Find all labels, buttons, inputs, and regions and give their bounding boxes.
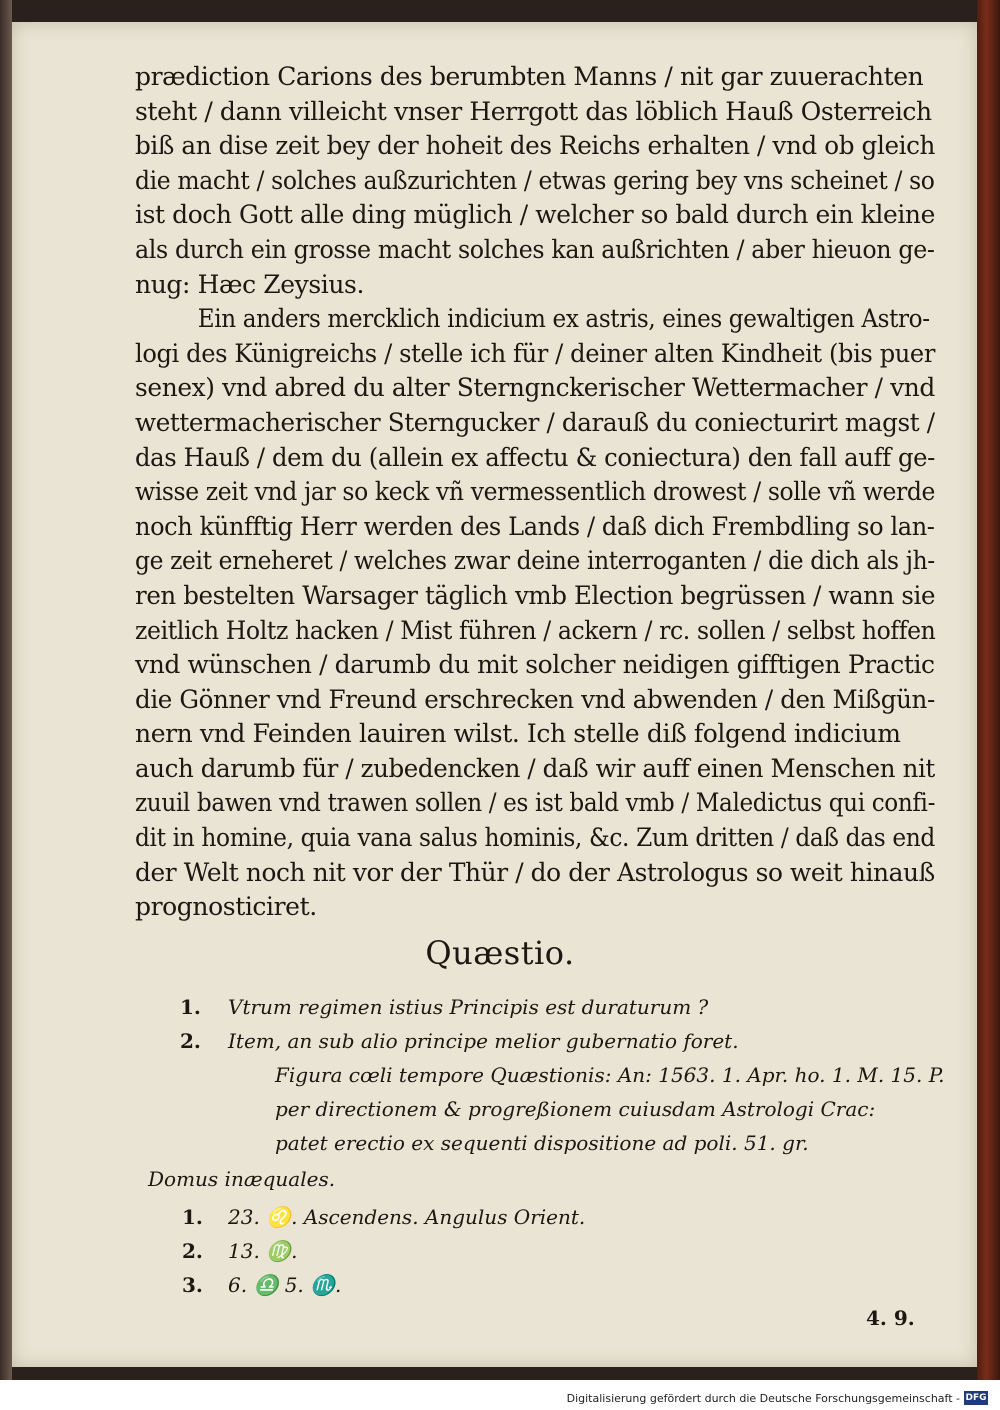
signature-mark: 4. 9. [866, 1306, 915, 1330]
text-line: noch künfftig Herr werden des Lands / daß dich Frembdling so lan- [135, 511, 935, 541]
domus-entry: 13. ♍. [228, 1239, 298, 1263]
text-line: die Gönner vnd Freund erschrecken vnd abwenden / den Mißgün- [135, 684, 935, 714]
text-line: nug: Hæc Zeysius. [135, 269, 365, 299]
text-line: die macht / solches außzurichten / etwas gering bey vns scheinet / so [135, 165, 935, 195]
domus-number: 2. [182, 1239, 203, 1263]
footer-credit: Digitalisierung gefördert durch die Deutsche Forschungsgemeinschaft - [566, 1392, 960, 1405]
text-line: das Hauß / dem du (allein ex affectu & coniectura) den fall auff ge- [135, 442, 935, 472]
text-line: Ein anders mercklich indicium ex astris, eines gewaltigen Astro- [197, 304, 930, 334]
domus-heading: Domus inæquales. [148, 1167, 336, 1191]
domus-number: 3. [182, 1273, 203, 1297]
text-line: senex) vnd abred du alter Sterngnckerischer Wettermacher / vnd [135, 373, 935, 403]
figura-line: per directionem & progreßionem cuiusdam Astrologi Crac: [275, 1097, 876, 1121]
question-number: 2. [180, 1029, 201, 1053]
text-line: dit in homine, quia vana salus hominis, &c. Zum dritten / daß das end [135, 823, 935, 853]
text-line: ren bestelten Warsager täglich vmb Election begrüssen / wann sie [135, 580, 936, 610]
domus-number: 1. [182, 1205, 203, 1229]
text-line: zeitlich Holtz hacken / Mist führen / ackern / rc. sollen / selbst hoffen [135, 615, 936, 645]
text-line: ge zeit erneheret / welches zwar deine interroganten / die dich als jh- [135, 546, 935, 576]
text-line: wettermacherischer Sterngucker / darauß du coniecturirt magst / [135, 407, 935, 437]
text-line: prædiction Carions des berumbten Manns / nit gar zuuerachten [135, 62, 924, 91]
question-number: 1. [180, 995, 201, 1019]
text-line: nern vnd Feinden lauiren wilst. Ich stelle diß folgend indicium [135, 719, 901, 749]
domus-entry: 23. ♌. Ascendens. Angulus Orient. [228, 1205, 586, 1229]
domus-entry: 6. ♎ 5. ♏. [228, 1273, 342, 1297]
book-binding-edge [977, 0, 1000, 1380]
figura-line: patet erectio ex sequenti dispositione ad poli. 51. gr. [275, 1131, 809, 1155]
text-line: zuuil bawen vnd trawen sollen / es ist bald vmb / Maledictus qui confi- [135, 788, 936, 818]
figura-line: Figura cœli tempore Quæstionis: An: 1563. 1. Apr. ho. 1. M. 15. P. [275, 1063, 945, 1087]
section-heading: Quæstio. [425, 934, 575, 972]
text-line: wisse zeit vnd jar so keck vñ vermessentlich drowest / solle vñ werde [135, 477, 936, 507]
text-line: prognosticiret. [135, 892, 317, 922]
text-line: vnd wünschen / darumb du mit solcher neidigen gifftigen Practic [135, 650, 935, 680]
text-line: logi des Künigreichs / stelle ich für / deiner alten Kindheit (bis puer [135, 338, 935, 368]
text-line: der Welt noch nit vor der Thür / do der Astrologus so weit hinauß [135, 857, 935, 887]
text-line: biß an dise zeit bey der hoheit des Reichs erhalten / vnd ob gleich [135, 131, 936, 161]
body-text [135, 60, 935, 925]
text-line: auch darumb für / zubedencken / daß wir auff einen Menschen nit [135, 753, 935, 783]
text-line: als durch ein grosse macht solches kan außrichten / aber hieuon ge- [135, 234, 935, 264]
question-text: Item, an sub alio principe melior gubernatio foret. [228, 1029, 739, 1053]
dfg-logo: DFG [965, 1393, 987, 1403]
scan-frame-left [0, 0, 12, 1410]
text-line: ist doch Gott alle ding müglich / welcher so bald durch ein kleine [135, 200, 935, 230]
question-text: Vtrum regimen istius Principis est duraturum ? [228, 995, 709, 1019]
text-line: steht / dann villeicht vnser Herrgott das löblich Hauß Osterreich [135, 96, 932, 126]
